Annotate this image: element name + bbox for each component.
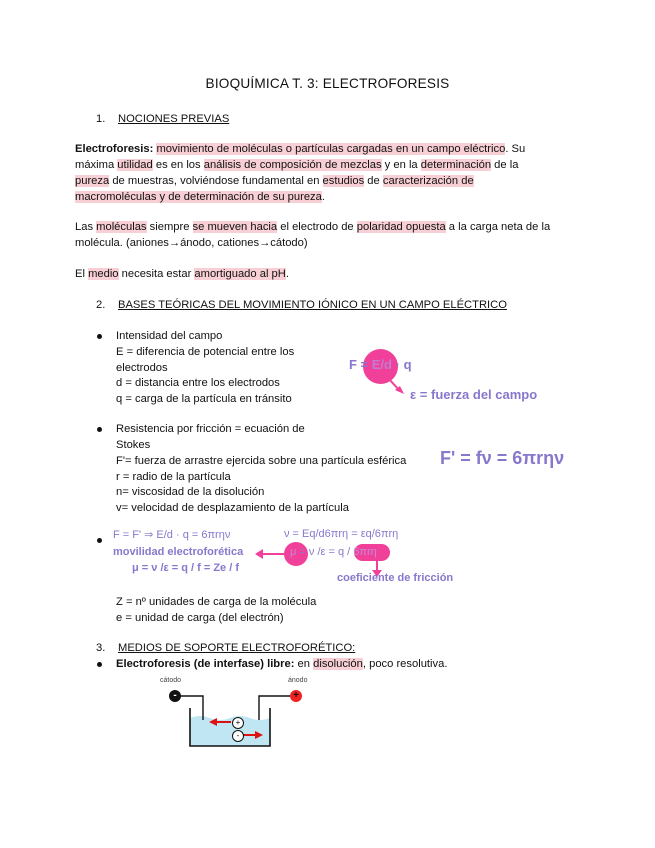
bullet-dot bbox=[97, 662, 102, 667]
section-number: 1. bbox=[96, 113, 106, 125]
section-2-heading bbox=[96, 297, 507, 313]
bullet-dot bbox=[97, 427, 102, 432]
paragraph-line: El medio necesita estar amortiguado al pH. bbox=[75, 268, 289, 280]
cathode-terminal: - bbox=[169, 690, 181, 702]
list-item-line: F'= fuerza de arrastre ejercida sobre una partícula esférica bbox=[116, 455, 407, 467]
list-item-line: r = radio de la partícula bbox=[116, 471, 231, 483]
section-3-heading bbox=[96, 640, 355, 656]
equation-line: μ = ν /ε = q / f = Ze / f bbox=[132, 562, 240, 574]
definition-line: e = unidad de carga (del electrón) bbox=[116, 612, 284, 624]
mobility-equation: μ = ν /ε = q / 6πrη bbox=[290, 546, 377, 558]
paragraph-line: macromoléculas y de determinación de su pureza. bbox=[75, 191, 325, 203]
force-formula: F = E/d · q bbox=[349, 357, 412, 372]
equation-line: F = F' ⇒ E/d · q = 6πrην bbox=[113, 529, 231, 541]
anion-icon: - bbox=[232, 730, 244, 742]
list-item-line: Stokes bbox=[116, 439, 151, 451]
friction-note: coeficiente de fricción bbox=[337, 572, 454, 584]
paragraph-line: Electroforesis: movimiento de moléculas o partículas cargadas en un campo eléctrico. Su bbox=[75, 143, 526, 155]
anode-label: ánodo bbox=[288, 677, 308, 684]
section-title: MEDIOS DE SOPORTE ELECTROFORÉTICO: bbox=[118, 642, 356, 654]
arrow-icon bbox=[385, 376, 407, 396]
list-item-line: q = carga de la partícula en tránsito bbox=[116, 393, 292, 405]
bullet-dot bbox=[97, 538, 102, 543]
paragraph-line: molécula. (aniones→ánodo, cationes→cátodo) bbox=[75, 237, 308, 249]
anode-terminal: + bbox=[290, 690, 302, 702]
cation-icon: + bbox=[232, 717, 244, 729]
section-number: 2. bbox=[96, 299, 106, 311]
bullet-dot bbox=[97, 334, 102, 339]
page-title: BIOQUÍMICA T. 3: ELECTROFORESIS bbox=[205, 76, 450, 91]
paragraph-line: máxima utilidad es en los análisis de composición de mezclas y en la determinación de la bbox=[75, 159, 519, 171]
section-title: BASES TEÓRICAS DEL MOVIMIENTO IÓNICO EN UN CAMPO ELÉCTRICO bbox=[118, 299, 507, 311]
section-title: NOCIONES PREVIAS bbox=[118, 113, 230, 125]
list-item-line: electrodos bbox=[116, 362, 168, 374]
term-label: Electroforesis: bbox=[75, 143, 154, 155]
arrow-icon bbox=[253, 548, 287, 560]
section-number: 3. bbox=[96, 642, 106, 654]
definition-line: Z = nº unidades de carga de la molécula bbox=[116, 596, 317, 608]
section-1-heading bbox=[96, 111, 229, 127]
equation-line: ν = Eq/d6πrη = εq/6πrη bbox=[284, 528, 399, 540]
stokes-formula: F' = fν = 6πrην bbox=[440, 448, 565, 468]
mobility-label: movilidad electroforética bbox=[113, 546, 244, 558]
cathode-label: cátodo bbox=[160, 677, 182, 684]
paragraph-line: Las moléculas siempre se mueven hacia el electrodo de polaridad opuesta a la carga neta de la bbox=[75, 221, 551, 233]
list-item-line: Electroforesis (de interfase) libre: en disolución, poco resolutiva. bbox=[116, 658, 448, 670]
list-item-line: d = distancia entre los electrodos bbox=[116, 377, 280, 389]
list-item-line: Resistencia por fricción = ecuación de bbox=[116, 423, 305, 435]
list-item-line: n= viscosidad de la disolución bbox=[116, 486, 265, 498]
list-item-line: v= velocidad de desplazamiento de la partícula bbox=[116, 502, 349, 514]
list-item-line: Intensidad del campo bbox=[116, 330, 223, 342]
list-item-line: E = diferencia de potencial entre los bbox=[116, 346, 295, 358]
paragraph-line: pureza de muestras, volviéndose fundamental en estudios de caracterización de bbox=[75, 175, 474, 187]
field-force-note: ε = fuerza del campo bbox=[410, 387, 538, 402]
